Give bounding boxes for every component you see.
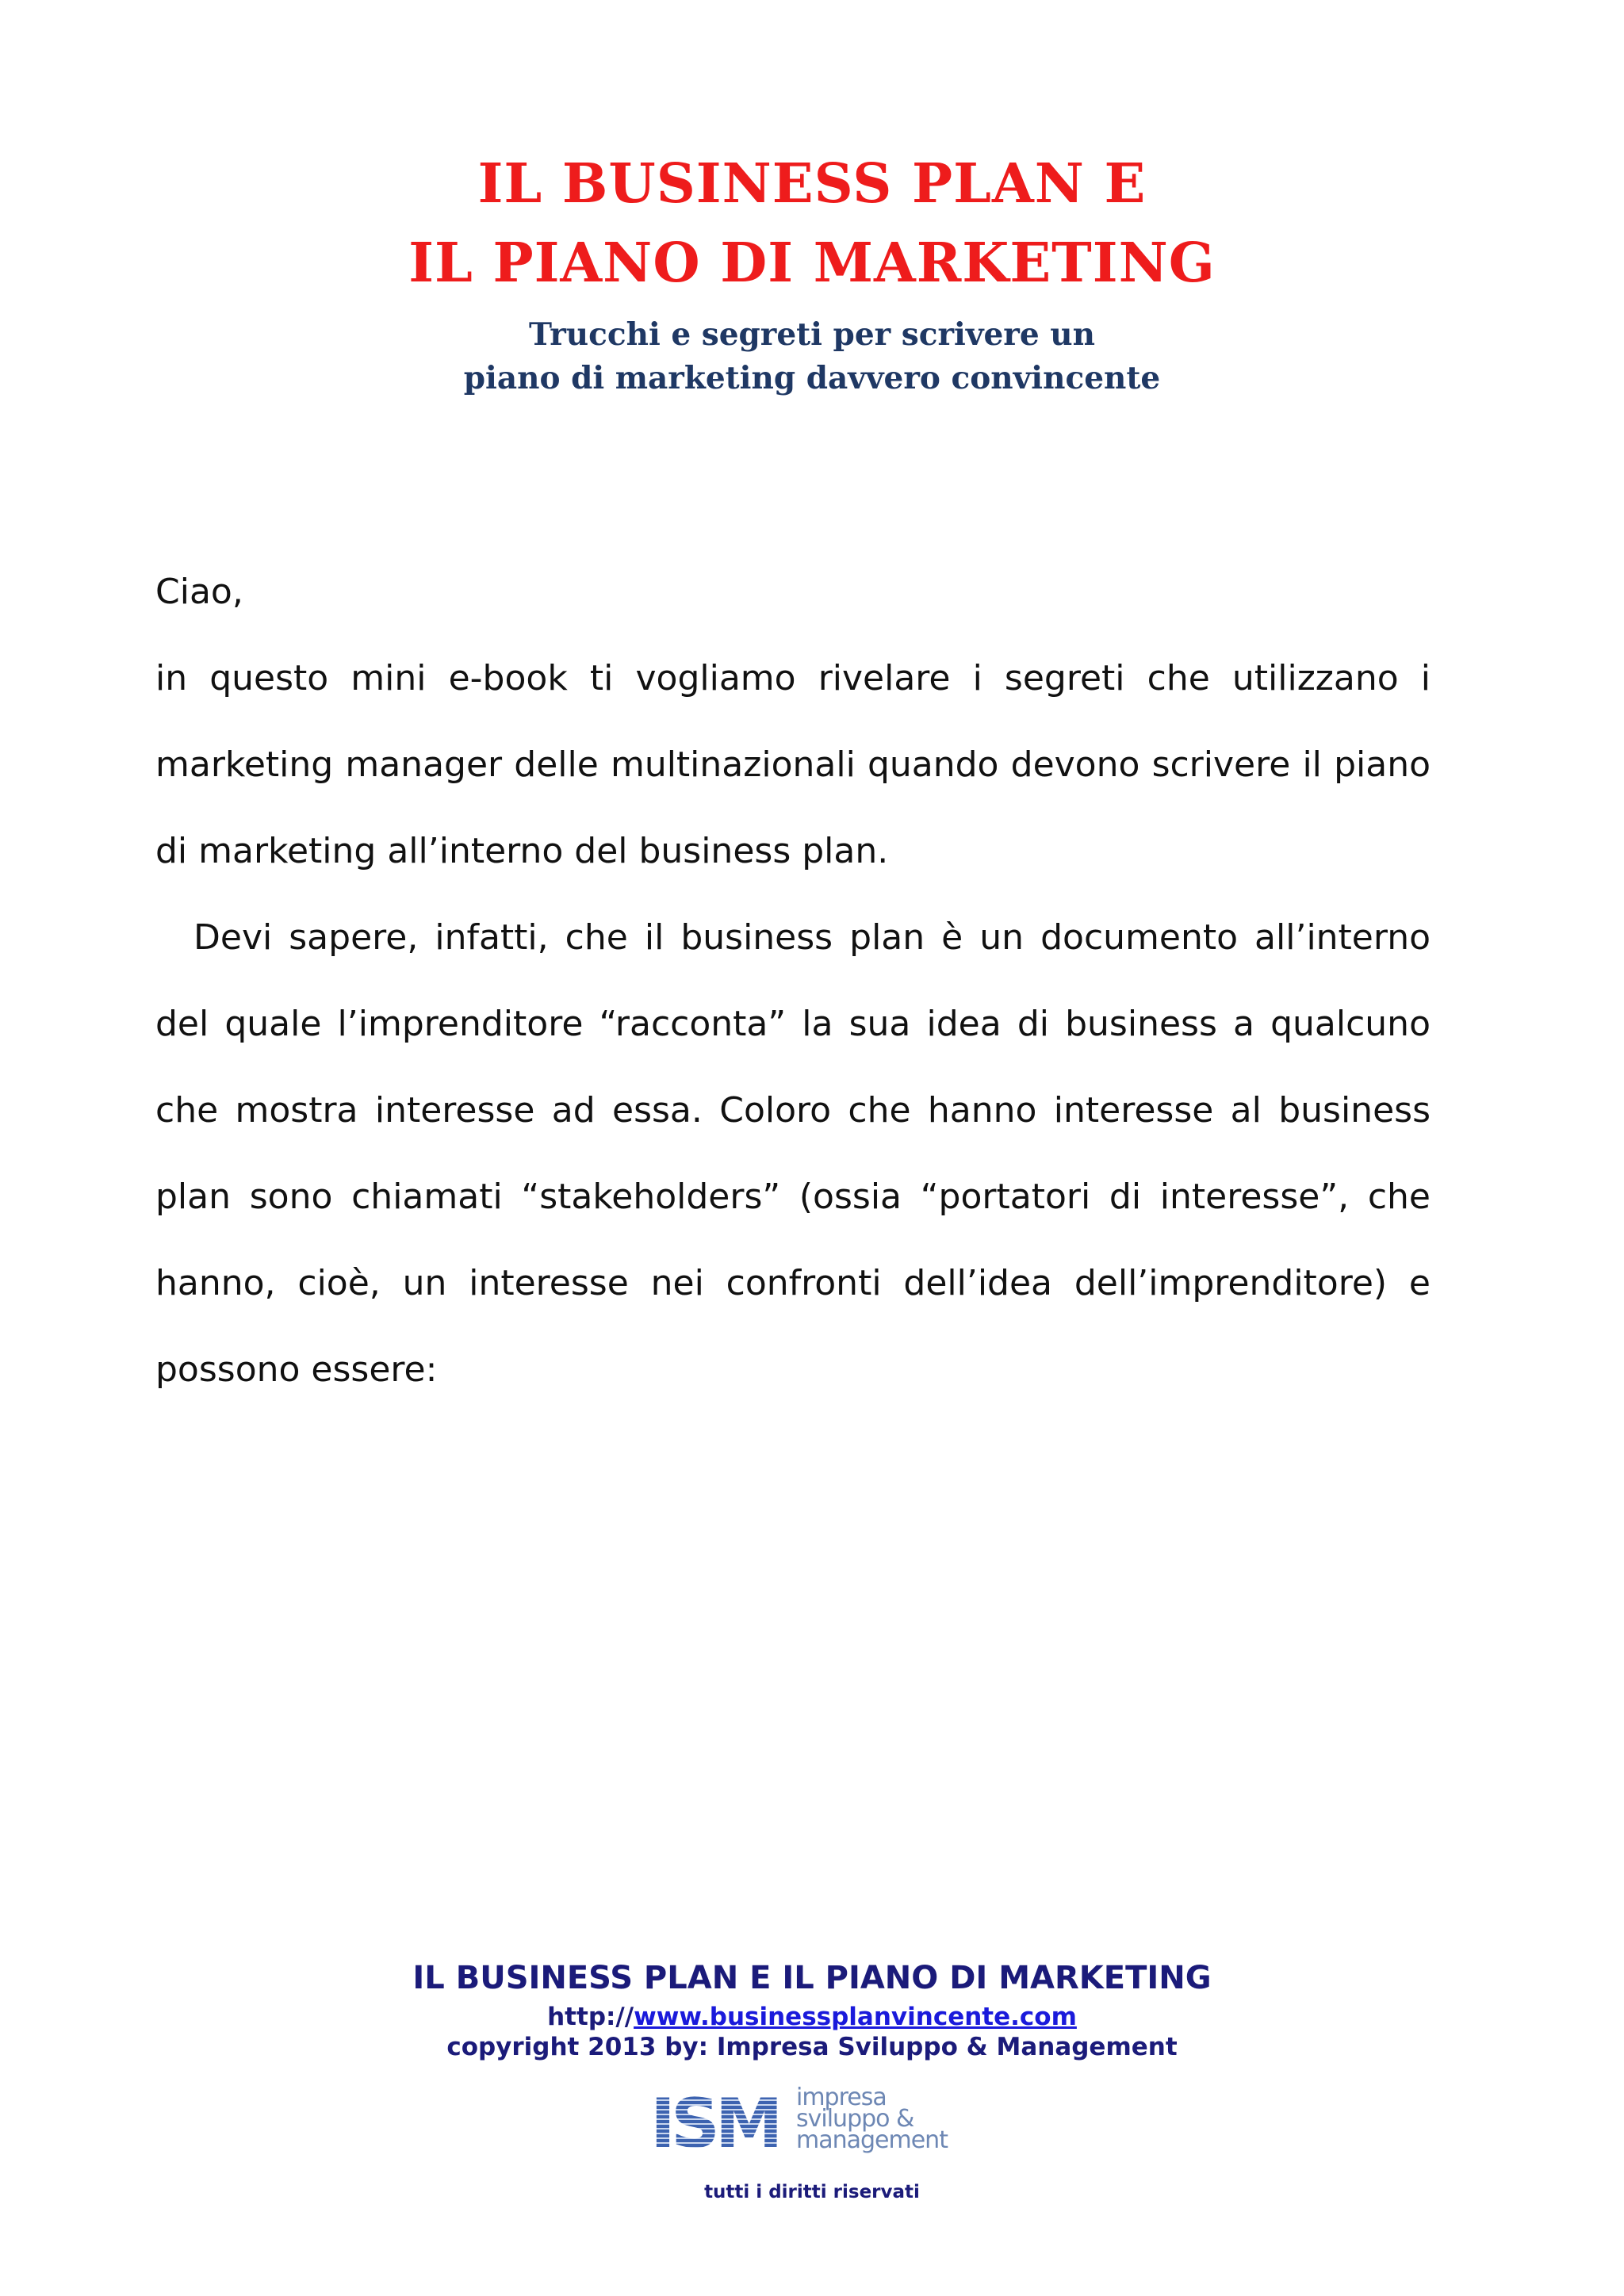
website-link[interactable]: www.businessplanvincente.com [634, 2003, 1077, 2031]
greeting: Ciao, [155, 572, 243, 612]
logo-word-management: management [796, 2126, 948, 2154]
footer-copyright: copyright 2013 by: Impresa Sviluppo & Management [446, 2033, 1178, 2061]
footer-title: IL BUSINESS PLAN E IL PIANO DI MARKETING [412, 1960, 1212, 1996]
footer-url [0, 2001, 1624, 2033]
logo-wordmark [796, 2084, 948, 2154]
paragraph-stakeholders: Devi sapere, infatti, che il business plan è un documento all’interno del quale l’imprenditore “racconta” la sua idea di business a qualcuno che mostra interesse ad essa. Coloro che hanno interesse al business plan sono chiamati “stakeholders” (ossia “portatori di interesse”, che hanno, cioè, un interesse nei confronti dell’idea dell’imprenditore) e possono essere: [155, 917, 1431, 1390]
title-line-2: IL PIANO DI MARKETING [408, 232, 1216, 295]
ism-logo-mark [649, 2087, 791, 2153]
paragraph-intro: in questo mini e-book ti vogliamo rivelare i segreti che utilizzano i marketing manager delle multinazionali quando devono scrivere il piano di marketing all’interno del business plan. [155, 658, 1431, 871]
subtitle-line-1: Trucchi e segreti per scrivere un [529, 316, 1095, 353]
title-line-1: IL BUSINESS PLAN E [477, 152, 1147, 216]
logo-word-sviluppo: sviluppo & [796, 2105, 914, 2133]
subtitle-line-2: piano di marketing davvero convincente [463, 360, 1161, 396]
logo-word-impresa: impresa [796, 2084, 887, 2111]
footer-url-prefix: http:// [547, 2003, 634, 2031]
logo-letters: ISM [650, 2087, 779, 2153]
ism-logo [649, 2084, 950, 2154]
rights-reserved: tutti i diritti riservati [704, 2182, 920, 2202]
